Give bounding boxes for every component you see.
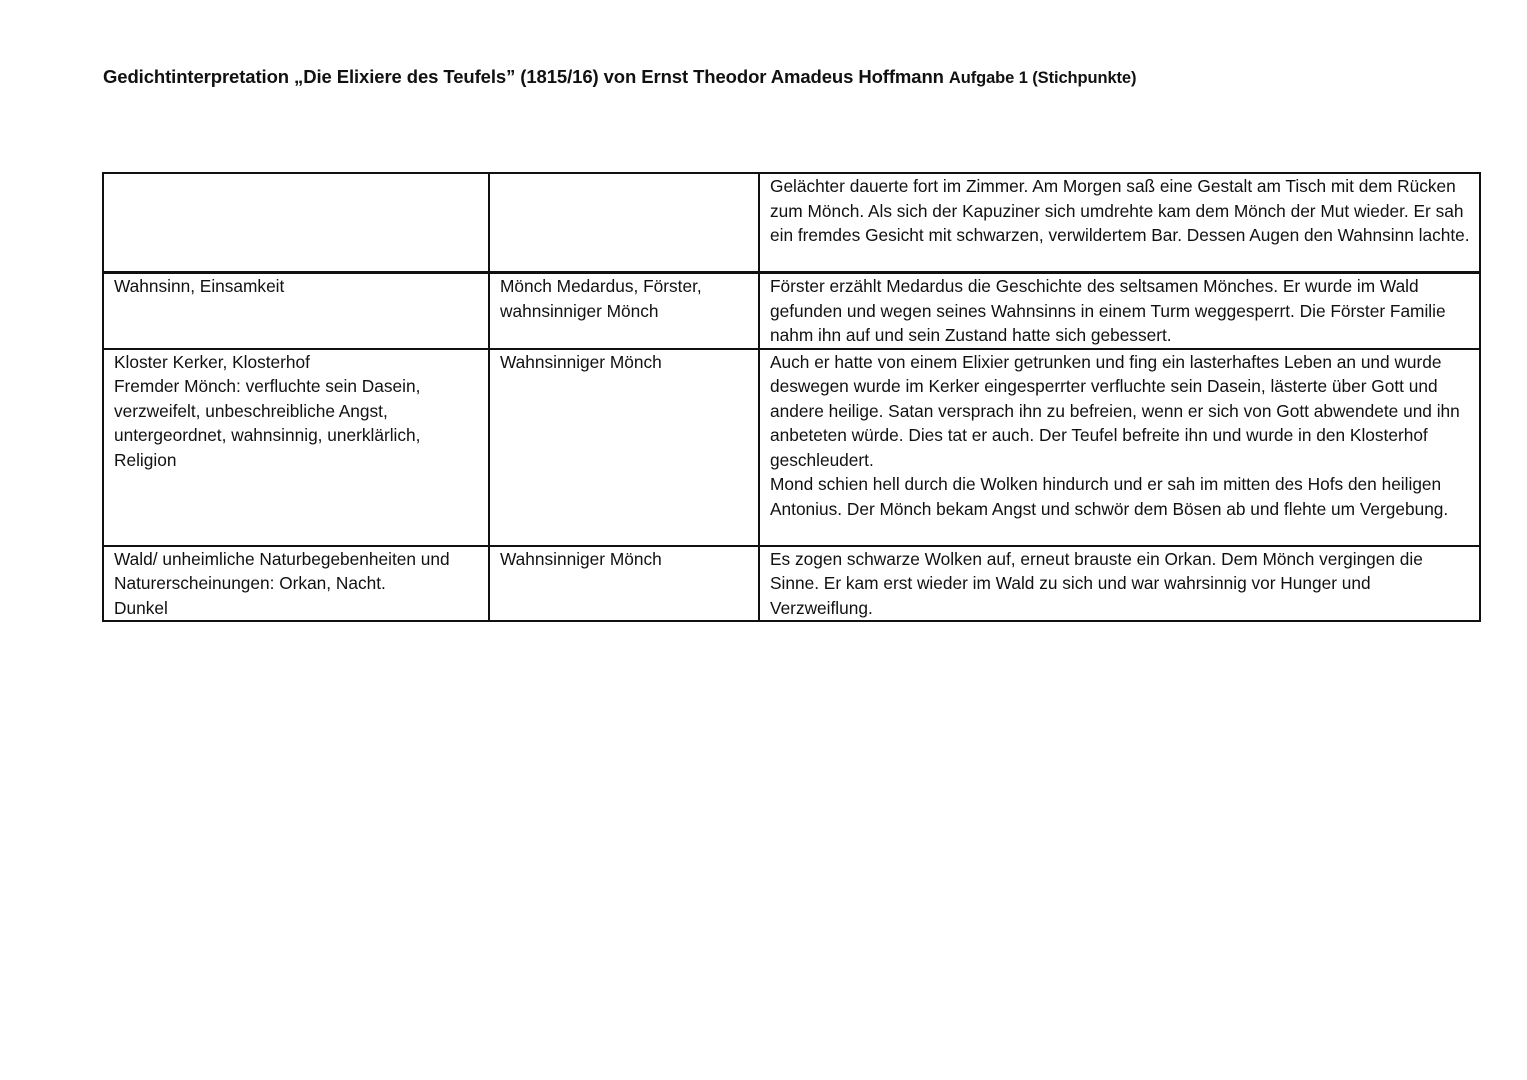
table-cell-summary <box>759 546 1480 622</box>
themes-line: Fremder Mönch: verfluchte sein Dasein, verzweifelt, unbeschreibliche Angst, untergeordnet, wahnsinnig, unerklärlich, Religion <box>114 376 421 470</box>
table-cell-themes <box>103 349 489 546</box>
table-cell-themes <box>103 173 489 273</box>
table-cell-characters <box>489 173 759 273</box>
table-cell-summary <box>759 173 1480 273</box>
themes-line: Kloster Kerker, Klosterhof <box>114 351 310 372</box>
summary-paragraph: Es zogen schwarze Wolken auf, erneut brauste ein Orkan. Dem Mönch vergingen die Sinne. Er kam erst wieder im Wald zu sich und war wahrsinnig vor Hunger und Verzweiflung. <box>770 548 1423 618</box>
themes-line: Wahnsinn, Einsamkeit <box>114 276 285 296</box>
table-cell-themes <box>103 273 489 349</box>
table-cell-themes <box>103 546 489 622</box>
table-cell-characters: Wahnsinniger Mönch <box>489 546 759 622</box>
table-cell-characters: Wahnsinniger Mönch <box>489 349 759 546</box>
table-cell-summary <box>759 273 1480 349</box>
table-row <box>103 273 1480 349</box>
summary-paragraph: Auch er hatte von einem Elixier getrunken und fing ein lasterhaftes Leben an und wurde deswegen wurde im Kerker eingesperrter verfluchte sein Dasein, lästerte über Gott und andere heilige. Satan versprach ihn zu befreien, wenn er sich von Gott abwendete und ihn anbeteten würde. Dies tat er auch. Der Teufel befreite ihn und wurde in den Klosterhof geschleudert. <box>770 351 1460 470</box>
document-title <box>103 66 1136 88</box>
themes-line: Wald/ unheimliche Naturbegebenheiten und Naturerscheinungen: Orkan, Nacht. <box>114 548 450 593</box>
summary-paragraph: Förster erzählt Medardus die Geschichte des seltsamen Mönches. Er wurde im Wald gefunden und wegen seines Wahnsinns in einem Turm weggesperrt. Die Förster Familie nahm ihn auf und sein Zustand hatte sich gebessert. <box>770 276 1446 345</box>
table-row <box>103 546 1480 622</box>
table-cell-summary <box>759 349 1480 546</box>
document-title-suffix: Aufgabe 1 (Stichpunkte) <box>948 69 1137 87</box>
themes-line: Dunkel <box>114 597 168 618</box>
table-cell-characters: Mönch Medardus, Förster, wahnsinniger Mönch <box>489 273 759 349</box>
document-title-main: Gedichtinterpretation „Die Elixiere des Teufels” (1815/16) von Ernst Theodor Amadeus Hoffmann <box>103 66 944 87</box>
summary-paragraph: Mond schien hell durch die Wolken hindurch und er sah im mitten des Hofs den heiligen Antonius. Der Mönch bekam Angst und schwör dem Bösen ab und flehte um Vergebung. <box>770 474 1449 519</box>
table-row <box>103 173 1480 273</box>
summary-paragraph: Gelächter dauerte fort im Zimmer. Am Morgen saß eine Gestalt am Tisch mit dem Rücken zum Mönch. Als sich der Kapuziner sich umdrehte kam dem Mönch der Mut wieder. Er sah ein fremdes Gesicht mit schwarzen, verwildertem Bar. Dessen Augen den Wahnsinn lachte. <box>770 176 1470 245</box>
notes-table <box>102 172 1481 622</box>
table-row <box>103 349 1480 546</box>
